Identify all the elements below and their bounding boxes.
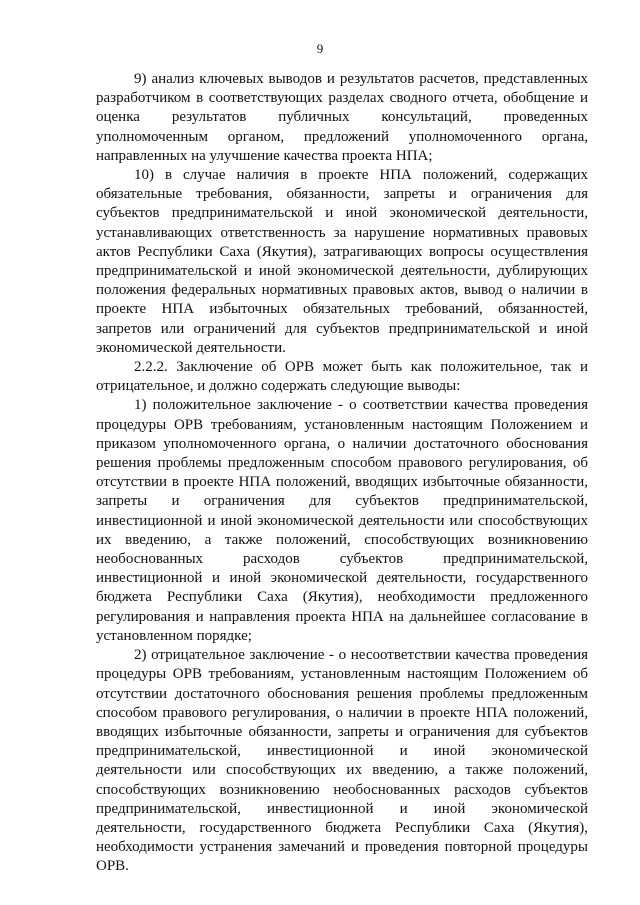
paragraph-positive-conclusion: 1) положительное заключение - о соответствии качества проведения процедуры ОРВ требованиям, установленным настоящим Положением и приказом уполномоченного органа, о наличии достаточного обоснования решения проблемы предложенным способом правового регулирования, об отсутствии в проекте НПА положений, вводящих избыточные обязанности, запреты и ограничения для субъектов предпринимательской, инвестиционной и иной экономической деятельности или способствующих их введению, а также положений, способствующих возникновению необоснованных расходов субъектов предпринимательской, инвестиционной и иной экономической деятельности, государственного бюджета Республики Саха (Якутия), необходимости предложенного регулирования и направления проекта НПА на дальнейшее согласование в установленном порядке; — [96, 397, 588, 644]
page-number: 9 — [316, 41, 324, 56]
paragraph-section-2-2-2: 2.2.2. Заключение об ОРВ может быть как положительное, так и отрицательное, и должно содержать следующие выводы: — [96, 359, 588, 395]
paragraph-item-9: 9) анализ ключевых выводов и результатов расчетов, представленных разработчиком в соответствующих разделах сводного отчета, обобщение и оценка результатов публичных консультаций, проведенных уполномоченным органом, предложений уполномоченного органа, направленных на улучшение качества проекта НПА; — [96, 71, 588, 164]
paragraph-item-10: 10) в случае наличия в проекте НПА положений, содержащих обязательные требования, обязанности, запреты и ограничения для субъектов предпринимательской и иной экономической деятельности, устанавливающих ответственность за нарушение нормативных правовых актов Республики Саха (Якутия), затрагивающих вопросы осуществления предпринимательской и иной экономической деятельности, дублирующих положения федеральных нормативных правовых актов, вывод о наличии в проекте НПА избыточных обязательных требований, обязанностей, запретов или ограничений для субъектов предпринимательской и иной экономической деятельности. — [96, 167, 588, 356]
body-text — [96, 70, 588, 877]
paragraph-negative-conclusion: 2) отрицательное заключение - о несоответствии качества проведения процедуры ОРВ требованиям, установленным настоящим Положением об отсутствии достаточного обоснования решения проблемы предложенным способом правового регулирования, о наличии в проекте НПА положений, вводящих избыточные обязанности, запреты и ограничения для субъектов предпринимательской, инвестиционной и иной экономической деятельности или способствующих их введению, а также положений, способствующих возникновению необоснованных расходов субъектов предпринимательской, инвестиционной и иной экономической деятельности, государственного бюджета Республики Саха (Якутия), необходимости устранения замечаний и проведения повторной процедуры ОРВ. — [96, 647, 588, 875]
